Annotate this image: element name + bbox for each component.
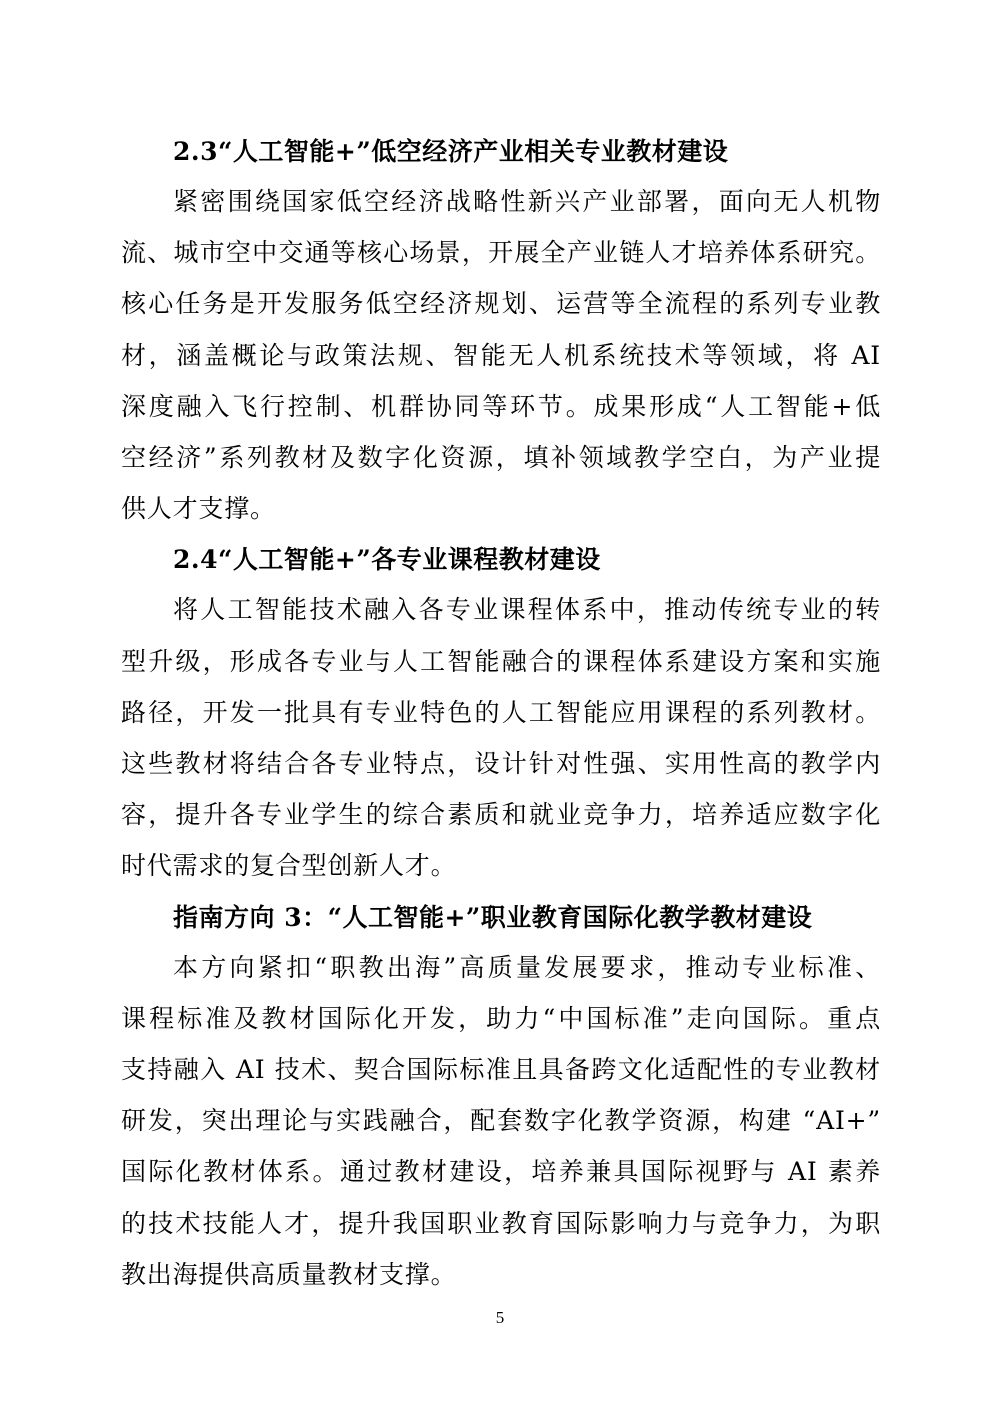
paragraph-line: 紧密围绕国家低空经济战略性新兴产业部署，面向无人机物	[173, 187, 881, 216]
paragraph-line: 核心任务是开发服务低空经济规划、运营等全流程的系列专业教	[121, 289, 881, 319]
paragraph-line: 国际化教材体系。通过教材建设，培养兼具国际视野与 AI 素养	[121, 1157, 881, 1187]
direction-3-heading: 指南方向 3：“人工智能+”职业教育国际化教学教材建设	[173, 902, 813, 932]
paragraph-line: 研发，突出理论与实践融合，配套数字化教学资源，构建 “AI+”	[121, 1106, 881, 1136]
section-2-3-heading: 2.3“人工智能+”低空经济产业相关专业教材建设	[173, 137, 729, 166]
section-2-4-paragraph	[121, 584, 881, 891]
paragraph-line: 型升级，形成各专业与人工智能融合的课程体系建设方案和实施	[121, 646, 881, 676]
paragraph-line: 供人才支撑。	[121, 494, 276, 524]
paragraph-line: 支持融入 AI 技术、契合国际标准且具备跨文化适配性的专业教材	[121, 1055, 881, 1085]
paragraph-line: 流、城市空中交通等核心场景，开展全产业链人才培养体系研究。	[121, 238, 881, 268]
paragraph-line: 课程标准及教材国际化开发，助力“中国标准”走向国际。重点	[121, 1003, 881, 1033]
section-2-4-heading: 2.4“人工智能+”各专业课程教材建设	[173, 545, 601, 575]
paragraph-line: 时代需求的复合型创新人才。	[121, 851, 457, 881]
paragraph-line: 的技术技能人才，提升我国职业教育国际影响力与竞争力，为职	[121, 1208, 881, 1238]
paragraph-line: 将人工智能技术融入各专业课程体系中，推动传统专业的转	[173, 595, 881, 625]
paragraph-line: 路径，开发一批具有专业特色的人工智能应用课程的系列教材。	[121, 697, 881, 727]
paragraph-line: 教出海提供高质量教材支撑。	[121, 1259, 457, 1289]
page-number: 5	[495, 1308, 505, 1327]
paragraph-line: 深度融入飞行控制、机群协同等环节。成果形成“人工智能+低	[121, 391, 881, 421]
paragraph-line: 本方向紧扣“职教出海”高质量发展要求，推动专业标准、	[173, 952, 881, 982]
section-2-3-paragraph	[121, 176, 881, 534]
paragraph-line: 空经济”系列教材及数字化资源，填补领域教学空白，为产业提	[121, 443, 881, 473]
paragraph-line: 容，提升各专业学生的综合素质和就业竞争力，培养适应数字化	[121, 800, 881, 830]
paragraph-line: 这些教材将结合各专业特点，设计针对性强、实用性高的教学内	[121, 749, 881, 779]
paragraph-line: 材，涵盖概论与政策法规、智能无人机系统技术等领域，将 AI	[121, 340, 881, 370]
document-page	[121, 128, 881, 1300]
direction-3-paragraph	[121, 942, 881, 1300]
